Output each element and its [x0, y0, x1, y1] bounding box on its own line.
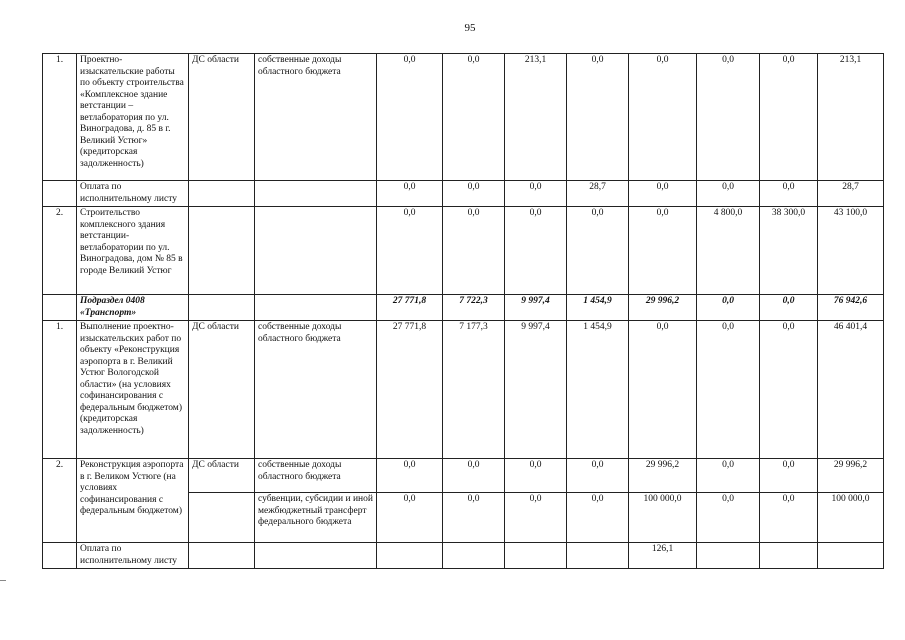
subsection-title: Подраздел 0408 «Транспорт» [77, 295, 189, 321]
table-row [43, 459, 884, 493]
value-cell: 0,0 [697, 459, 760, 493]
value-cell [818, 543, 884, 569]
value-cell: 0,0 [505, 493, 567, 543]
value-cell: 0,0 [377, 207, 443, 295]
table-row [43, 207, 884, 295]
value-cell: 0,0 [377, 493, 443, 543]
value-cell: 0,0 [443, 181, 505, 207]
row-responsible [189, 295, 255, 321]
row-responsible: ДС области [189, 459, 255, 493]
row-name: Оплата по исполнительному листу [77, 181, 189, 207]
value-cell: 4 800,0 [697, 207, 760, 295]
value-cell: 0,0 [505, 181, 567, 207]
value-cell: 0,0 [697, 54, 760, 181]
row-source: субвенции, субсидии и иной межбюджетный трансферт федерального бюджета [255, 493, 377, 543]
value-cell: 0,0 [443, 207, 505, 295]
table-row [43, 321, 884, 459]
value-cell: 213,1 [818, 54, 884, 181]
value-cell: 0,0 [760, 459, 818, 493]
value-cell: 0,0 [760, 321, 818, 459]
value-cell: 28,7 [818, 181, 884, 207]
value-cell: 0,0 [377, 459, 443, 493]
row-name: Оплата по исполнительному листу [77, 543, 189, 569]
table-row [43, 543, 884, 569]
row-name: Реконструкция аэропорта в г. Великом Устюге (на условиях софинансирования с федеральным бюджетом) [77, 459, 189, 543]
row-responsible: ДС области [189, 54, 255, 181]
value-cell: 0,0 [697, 295, 760, 321]
value-cell: 0,0 [697, 181, 760, 207]
row-number [43, 295, 77, 321]
row-source: собственные доходы областного бюджета [255, 459, 377, 493]
value-cell [443, 543, 505, 569]
value-cell: 0,0 [443, 54, 505, 181]
row-name: Проектно-изыскательские работы по объекту строительства «Комплексное здание ветстанции – ветлаборатория по ул. Виноградова, д. 85 в г. Великий Устюг» (кредиторская задолженность) [77, 54, 189, 181]
value-cell: 29 996,2 [818, 459, 884, 493]
value-cell: 0,0 [377, 181, 443, 207]
value-cell: 43 100,0 [818, 207, 884, 295]
value-cell: 27 771,8 [377, 295, 443, 321]
row-name: Выполнение проектно-изыскательских работ по объекту «Реконструкция аэропорта в г. Великий Устюг Вологодской области» (на условиях софинансирования с федеральным бюджетом) (кредиторская задолженность) [77, 321, 189, 459]
value-cell: 0,0 [567, 493, 629, 543]
table-row [43, 54, 884, 181]
value-cell: 100 000,0 [818, 493, 884, 543]
value-cell: 0,0 [760, 493, 818, 543]
row-responsible [189, 543, 255, 569]
row-number: 1. [43, 321, 77, 459]
value-cell: 0,0 [629, 181, 697, 207]
value-cell: 0,0 [505, 459, 567, 493]
value-cell: 46 401,4 [818, 321, 884, 459]
row-responsible: ДС области [189, 321, 255, 459]
subsection-row [43, 295, 884, 321]
value-cell: 7 177,3 [443, 321, 505, 459]
row-source: собственные доходы областного бюджета [255, 321, 377, 459]
value-cell: 9 997,4 [505, 321, 567, 459]
value-cell: 0,0 [443, 459, 505, 493]
row-source [255, 295, 377, 321]
value-cell [697, 543, 760, 569]
row-source [255, 181, 377, 207]
value-cell: 0,0 [443, 493, 505, 543]
value-cell: 0,0 [567, 459, 629, 493]
value-cell: 0,0 [697, 493, 760, 543]
value-cell: 126,1 [629, 543, 697, 569]
budget-table [42, 53, 884, 569]
value-cell: 9 997,4 [505, 295, 567, 321]
value-cell: 0,0 [567, 54, 629, 181]
row-source: собственные доходы областного бюджета [255, 54, 377, 181]
row-number: 2. [43, 207, 77, 295]
value-cell: 38 300,0 [760, 207, 818, 295]
value-cell: 0,0 [760, 54, 818, 181]
page-number: 95 [464, 22, 476, 34]
value-cell: 0,0 [760, 295, 818, 321]
value-cell: 0,0 [505, 207, 567, 295]
value-cell [760, 543, 818, 569]
row-responsible [189, 181, 255, 207]
value-cell: 0,0 [629, 207, 697, 295]
row-number [43, 181, 77, 207]
value-cell [505, 543, 567, 569]
value-cell: 29 996,2 [629, 295, 697, 321]
value-cell: 27 771,8 [377, 321, 443, 459]
value-cell: 0,0 [567, 207, 629, 295]
row-source [255, 543, 377, 569]
value-cell [377, 543, 443, 569]
value-cell: 28,7 [567, 181, 629, 207]
value-cell: 0,0 [697, 321, 760, 459]
value-cell: 0,0 [760, 181, 818, 207]
value-cell: 0,0 [629, 54, 697, 181]
value-cell: 29 996,2 [629, 459, 697, 493]
value-cell: 76 942,6 [818, 295, 884, 321]
value-cell: 1 454,9 [567, 321, 629, 459]
row-name: Строительство комплексного здания ветстанции-ветлаборатории по ул. Виноградова, дом № 85 в городе Великий Устюг [77, 207, 189, 295]
value-cell: 213,1 [505, 54, 567, 181]
value-cell: 7 722,3 [443, 295, 505, 321]
value-cell: 0,0 [629, 321, 697, 459]
row-number: 1. [43, 54, 77, 181]
value-cell: 1 454,9 [567, 295, 629, 321]
value-cell: 0,0 [377, 54, 443, 181]
row-responsible [189, 207, 255, 295]
table-row [43, 181, 884, 207]
margin-mark [0, 580, 6, 581]
row-number: 2. [43, 459, 77, 543]
row-source [255, 207, 377, 295]
row-responsible [189, 493, 255, 543]
value-cell: 100 000,0 [629, 493, 697, 543]
value-cell [567, 543, 629, 569]
row-number [43, 543, 77, 569]
